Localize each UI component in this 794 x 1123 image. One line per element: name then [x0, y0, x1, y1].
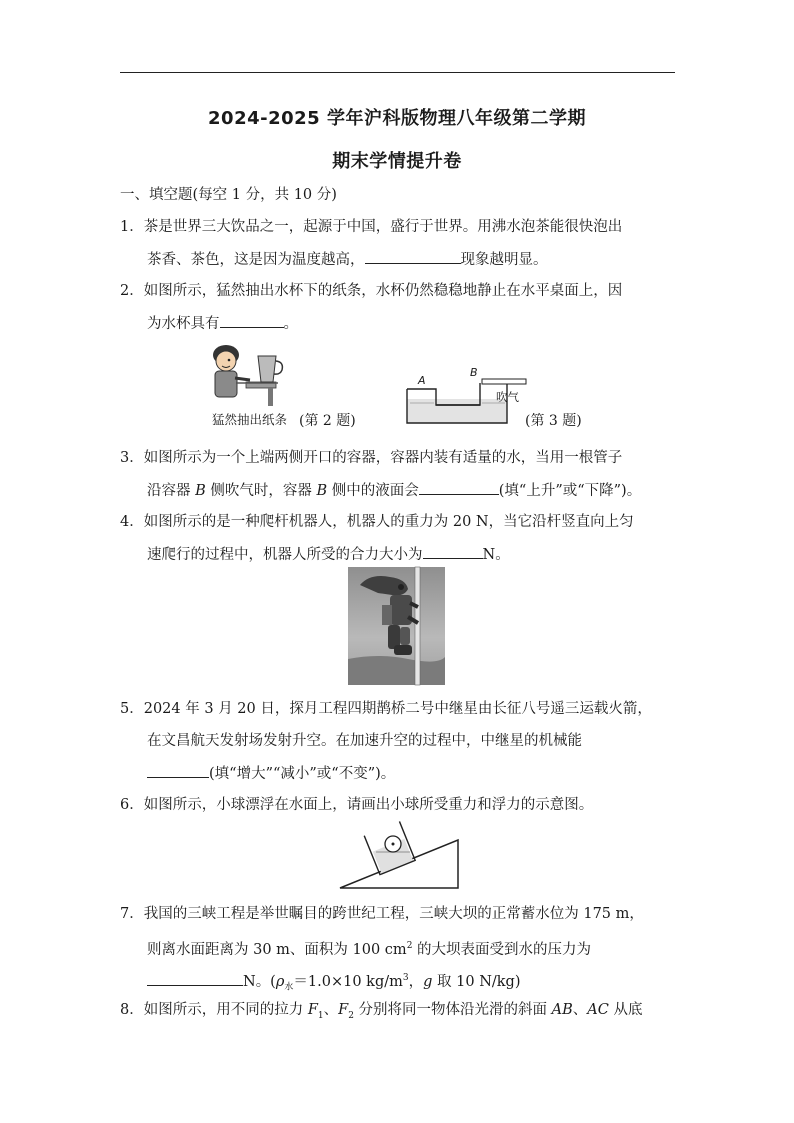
question-text: 。 — [283, 316, 298, 332]
question-2 — [120, 281, 622, 301]
question-3 — [120, 448, 622, 468]
question-text: 2024 年 3 月 20 日，探月工程四期鹊桥二号中继星由长征八号遥三运载火箭， — [143, 701, 652, 717]
question-7-line-2 — [147, 936, 591, 960]
question-text: 为水杯具有 — [147, 316, 220, 332]
force-symbol: F — [307, 1002, 318, 1018]
question-text: 茶是世界三大饮品之一，起源于中国，盛行于世界。用沸水泡茶能很快泡出 — [143, 219, 623, 235]
question-text: 如图所示，用不同的拉力 — [143, 1002, 308, 1018]
question-text: (填“增大”“减小”或“不变”)。 — [209, 766, 396, 782]
question-text: 的大坝表面受到水的压力为 — [412, 941, 592, 958]
question-text: 侧吹气时，容器 — [205, 483, 317, 499]
question-number: 1． — [120, 219, 144, 235]
question-text: 、 — [572, 1002, 588, 1018]
subscript: 1 — [317, 1010, 324, 1021]
superscript: 2 — [406, 941, 413, 951]
answer-blank[interactable] — [147, 971, 243, 986]
slope-label: AC — [587, 1002, 609, 1018]
question-5-line-2: 在文昌航天发射场发射升空。在加速升空的过程中，中继星的机械能 — [147, 733, 582, 749]
question-text: ， — [408, 973, 424, 990]
variable-b: B — [316, 483, 328, 499]
question-text: 我国的三峡工程是举世瞩目的跨世纪工程，三峡大坝的正常蓄水位为 175 m， — [143, 906, 644, 922]
question-text: 分别将同一物体沿光滑的斜面 — [353, 1002, 552, 1018]
answer-blank[interactable] — [419, 480, 499, 495]
question-number: 4． — [120, 514, 144, 530]
question-2-line-2 — [147, 313, 298, 334]
question-text: 则离水面距离为 30 m、面积为 100 cm — [147, 941, 407, 958]
section-heading: 一、填空题(每空 1 分，共 10 分) — [120, 187, 337, 203]
figure-6-illustration — [338, 822, 462, 890]
question-7-line-3 — [147, 968, 521, 998]
question-3-line-2 — [147, 480, 641, 501]
question-number: 6． — [120, 797, 144, 813]
subscript: 水 — [284, 982, 294, 993]
question-text: 如图所示为一个上端两侧开口的容器，容器内装有适量的水，当用一根管子 — [143, 450, 623, 466]
slope-label: AB — [551, 1002, 573, 1018]
question-number: 7． — [120, 906, 144, 922]
question-text: 取 10 N/kg) — [432, 973, 521, 990]
question-text: 速爬行的过程中，机器人所受的合力大小为 — [147, 547, 423, 563]
pole — [415, 567, 420, 685]
question-4-line-2 — [147, 544, 510, 565]
top-rule — [120, 72, 675, 73]
figure-2-label: 猛然抽出纸条 — [212, 412, 288, 427]
question-text: 侧中的液面会 — [327, 483, 419, 499]
figure-3-label-a: A — [418, 374, 426, 387]
question-text: ＝1.0×10 kg/m — [293, 973, 403, 990]
answer-blank[interactable] — [423, 544, 483, 559]
subscript: 2 — [348, 1010, 354, 1021]
question-5-line-3 — [147, 763, 395, 784]
question-6 — [120, 795, 593, 815]
exam-title: 2024-2025 学年沪科版物理八年级第二学期 — [208, 108, 586, 129]
question-text: 现象越明显。 — [460, 252, 548, 268]
figure-3-caption: (第 3 题) — [525, 413, 582, 429]
question-7 — [120, 904, 644, 924]
force-symbol: F — [338, 1002, 349, 1018]
question-number: 8． — [120, 1002, 144, 1018]
superscript: 3 — [402, 973, 409, 983]
figure-3-label-b: B — [470, 366, 478, 379]
answer-blank[interactable] — [365, 249, 461, 264]
cup — [258, 356, 276, 382]
question-1-line-2 — [147, 249, 548, 270]
answer-blank[interactable] — [147, 763, 209, 778]
question-4 — [120, 512, 634, 532]
question-number: 5． — [120, 701, 144, 717]
robot-photo — [348, 567, 445, 685]
variable-b: B — [195, 483, 206, 499]
question-text: N。 — [482, 547, 510, 563]
answer-blank[interactable] — [220, 313, 284, 328]
figure-3-blow-label: 吹气 — [496, 390, 519, 404]
question-8 — [120, 1000, 642, 1026]
rho-symbol: ρ — [275, 973, 285, 990]
figure-2-caption: (第 2 题) — [299, 413, 356, 429]
g-symbol: g — [423, 973, 433, 990]
boy-body — [215, 371, 237, 397]
figure-2-illustration — [206, 342, 306, 410]
robot-torso — [390, 595, 412, 625]
question-text: 如图所示，小球漂浮在水面上，请画出小球所受重力和浮力的示意图。 — [143, 797, 594, 813]
blow-tube — [482, 379, 526, 384]
question-text: 沿容器 — [147, 483, 196, 499]
question-number: 3． — [120, 450, 144, 466]
question-text: 从底 — [608, 1002, 643, 1018]
exam-subtitle: 期末学情提升卷 — [332, 151, 462, 172]
question-number: 2． — [120, 283, 144, 299]
question-text: 、 — [323, 1002, 339, 1018]
question-text: 茶香、茶色，这是因为温度越高， — [147, 252, 365, 268]
question-5 — [120, 699, 652, 719]
question-1 — [120, 217, 622, 237]
question-text: 如图所示，猛然抽出水杯下的纸条，水杯仍然稳稳地静止在水平桌面上，因 — [143, 283, 623, 299]
question-text: (填“上升”或“下降”)。 — [498, 483, 642, 499]
question-text: N。( — [243, 973, 276, 990]
question-text: 如图所示的是一种爬杆机器人，机器人的重力为 20 N，当它沿杆竖直向上匀 — [143, 514, 634, 530]
